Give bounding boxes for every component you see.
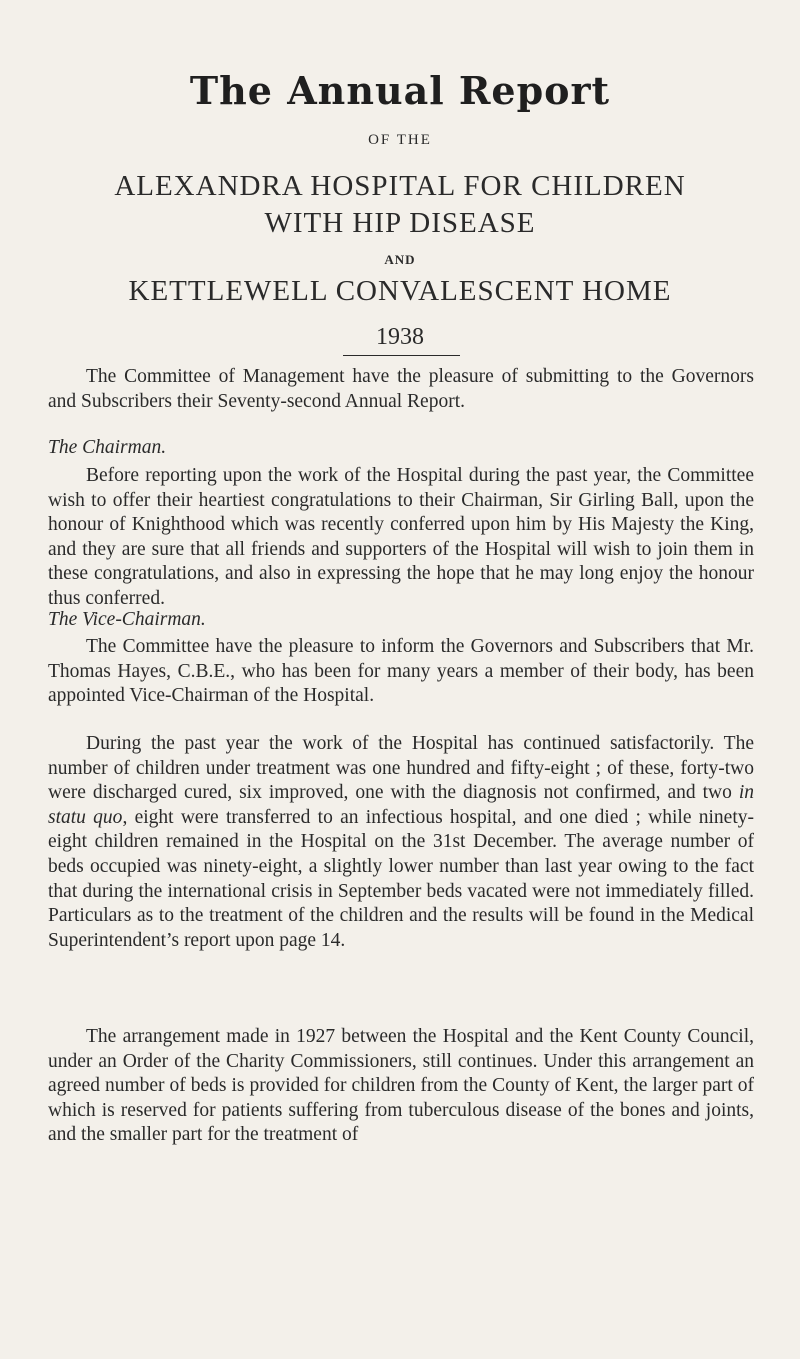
report-title: The Annual Report [189,68,611,113]
arrangement-paragraph: The arrangement made in 1927 between the Hospital and the Kent County Council, under an Order of the Charity Commissioners, still continues. Under this arrangement an agreed number of beds is provided for children from the County of Kent, the larger part of which is reserved for patients suffering from tuberculous disease of the bones and joints, and the smaller part for the treatment of [48,1026,754,1146]
institution-name-line-2: WITH HIP DISEASE [264,207,536,239]
section-heading-chairman: The Chairman. [48,437,167,458]
work-text-italic-phrase: in statu quo [48,782,754,828]
institution-name-line-1: ALEXANDRA HOSPITAL FOR CHILDREN [114,170,686,202]
and-conjunction: AND [384,252,416,267]
title-rule-divider [343,355,460,356]
report-year: 1938 [376,324,424,350]
intro-paragraph: The Committee of Management have the pleasure of submitting to the Governors and Subscribers their Seventy-second Annual Report. [48,366,754,412]
of-the-line: OF THE [368,132,432,148]
section-heading-vice-chairman: The Vice-Chairman. [48,609,206,630]
institution-name-line-3: KETTLEWELL CONVALESCENT HOME [128,275,672,307]
chairman-paragraph: Before reporting upon the work of the Hospital during the past year, the Committee wish to offer their heartiest congratulations to their Chairman, Sir Girling Ball, upon the honour of Knighthood which was recently conferred upon him by His Majesty the King, and they are sure that all friends and supporters of the Hospital will wish to join them in these congratulations, and also in expressing the hope that he may long enjoy the honour thus conferred. [48,465,754,609]
vice-chairman-paragraph: The Committee have the pleasure to inform the Governors and Subscribers that Mr. Thomas Hayes, C.B.E., who has been for many years a member of their body, has been appointed Vice-Chairman of the Hospital. [48,636,754,707]
work-text-part-1: During the past year the work of the Hospital has continued satisfactorily. The number of children under treatment was one hundred and fifty-eight ; of these, forty-two were discharged cured, six improved, one with the diagnosis not confirmed, and two [48,733,754,804]
work-paragraph [48,732,754,953]
work-text-part-2: , eight were transferred to an infectious hospital, and one died ; while ninety-eight children remained in the Hospital on the 31st December. The average number of beds occupied was ninety-eight, a slightly lower number than last year owing to the fact that during the international crisis in September beds vacated were not immediately filled. Particulars as to the treatment of the children and the results will be found in the Medical Superintendent’s report upon page 14. [48,806,754,951]
